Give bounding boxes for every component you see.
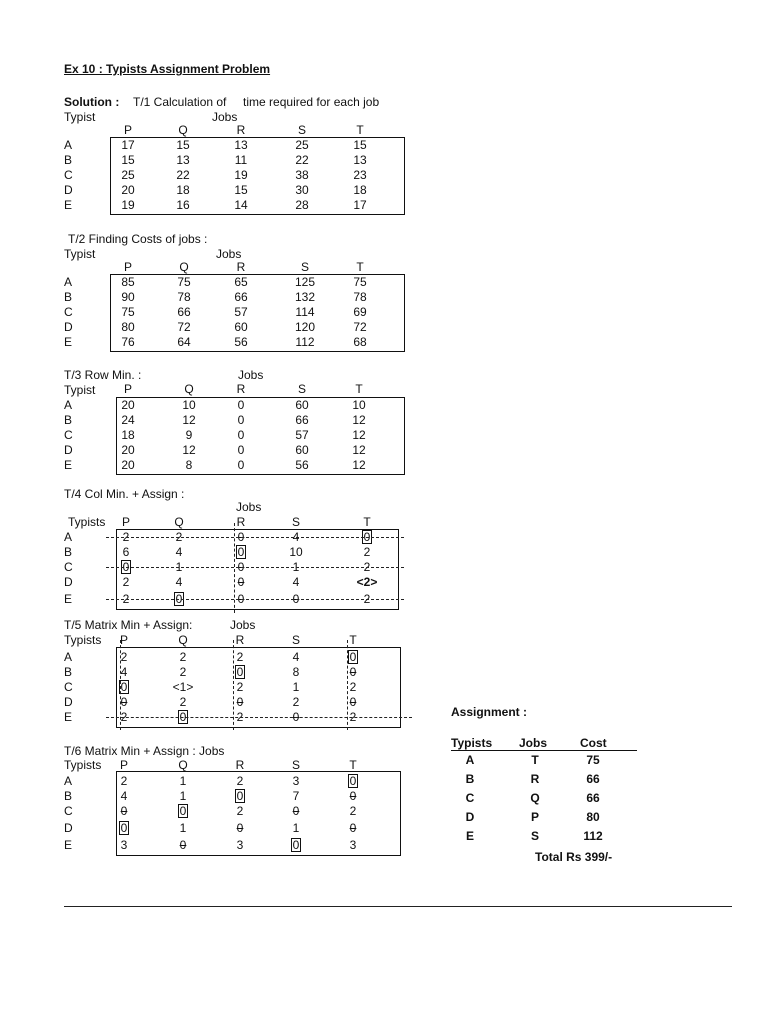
t1-row-label: E: [64, 198, 73, 212]
assignment-cell: 75: [586, 753, 600, 767]
t5-row-label: D: [64, 695, 73, 709]
t1-row-axis: Typist: [64, 110, 96, 124]
t6-cell: 1: [179, 789, 187, 803]
t5-cell: 2: [236, 650, 244, 664]
t3-cell: 24: [121, 413, 135, 427]
t5-row-axis: Typists: [64, 633, 102, 647]
t4-cell: 4: [292, 530, 300, 544]
t2-cell: 80: [121, 320, 135, 334]
t1-cell: 38: [295, 168, 309, 182]
t5-cell: 2: [349, 680, 357, 694]
t3-cell: 10: [352, 398, 366, 412]
t1-cell: 18: [176, 183, 190, 197]
t6-cell: 0: [120, 804, 128, 818]
t4-cover-line-row-c: [106, 567, 404, 568]
t2-cell: 132: [294, 290, 316, 304]
t3-cell: 60: [295, 398, 309, 412]
t4-cell: 0: [237, 530, 245, 544]
t6-cell: 3: [236, 838, 244, 852]
t4-col-axis: Jobs: [236, 500, 262, 514]
t4-col-header: T: [363, 515, 371, 529]
t3-row-label: B: [64, 413, 73, 427]
t3-row-label: E: [64, 458, 73, 472]
t3-row-axis: Typist: [64, 383, 96, 397]
t5-cell: 0: [120, 695, 128, 709]
t1-cell: 15: [234, 183, 248, 197]
t5-cell: 2: [120, 650, 128, 664]
t1-cell: 18: [353, 183, 367, 197]
t2-col-header: P: [123, 260, 132, 274]
t3-row-label: C: [64, 428, 73, 442]
t6-cell: 3: [120, 838, 128, 852]
assignment-cell: S: [530, 829, 539, 843]
t5-heading: T/5 Matrix Min + Assign:: [64, 618, 193, 632]
t5-cell: 2: [179, 695, 187, 709]
t3-cell: 20: [121, 443, 135, 457]
t2-col-header: S: [300, 260, 309, 274]
t2-row-label: B: [64, 290, 73, 304]
t3-col-header: S: [297, 382, 306, 396]
t5-cover-line-col-r: [233, 640, 234, 730]
t3-cell: 0: [237, 443, 245, 457]
t2-cell: 125: [294, 275, 316, 289]
t2-cell: 57: [234, 305, 248, 319]
t6-cell: 2: [120, 774, 128, 788]
t6-cell: 2: [236, 774, 244, 788]
t1-cell: 15: [121, 153, 135, 167]
t5-cell: 4: [120, 665, 128, 679]
t4-row-axis: Typists: [68, 515, 106, 529]
t3-col-header: P: [123, 382, 132, 396]
t4-cover-line-row-e: [106, 599, 404, 600]
t6-col-header: T: [349, 758, 357, 772]
t4-cover-line-row-a: [106, 537, 404, 538]
t6-row-axis: Typists: [64, 758, 102, 772]
t1-cell: 25: [295, 138, 309, 152]
t1-cell: 14: [234, 198, 248, 212]
assignment-cell: P: [530, 810, 539, 824]
t5-cell: 1: [292, 680, 300, 694]
t4-cell: <2>: [356, 575, 378, 589]
t6-row-label: A: [64, 774, 73, 788]
t3-cell: 12: [182, 443, 196, 457]
t2-col-axis: Jobs: [216, 247, 242, 261]
t4-cell: 0: [122, 560, 130, 574]
t5-cover-line-col-p: [120, 640, 121, 730]
t5-col-header: Q: [178, 633, 188, 647]
t2-row-axis: Typist: [64, 247, 96, 261]
t6-cell: 0: [236, 789, 244, 803]
t1-heading: T/1 Calculation of time required for each job: [133, 95, 380, 109]
t2-cell: 66: [234, 290, 248, 304]
t1-row-label: A: [64, 138, 73, 152]
t2-cell: 85: [121, 275, 135, 289]
t1-cell: 13: [176, 153, 190, 167]
t4-cell: 6: [122, 545, 130, 559]
assignment-cell: R: [530, 772, 540, 786]
t5-cell: 2: [179, 665, 187, 679]
t4-cell: 0: [237, 560, 245, 574]
t5-cell: 0: [349, 650, 357, 664]
t1-col-header: T: [356, 123, 364, 137]
t1-cell: 23: [353, 168, 367, 182]
t1-cell: 15: [176, 138, 190, 152]
t1-cell: 11: [234, 153, 248, 167]
t2-row-label: A: [64, 275, 73, 289]
t5-cell: 2: [236, 680, 244, 694]
document-title: Ex 10 : Typists Assignment Problem: [64, 62, 271, 76]
t3-cell: 12: [352, 428, 366, 442]
t2-cell: 69: [353, 305, 367, 319]
t5-row-label: E: [64, 710, 73, 724]
t2-cell: 72: [177, 320, 191, 334]
t6-cell: 0: [179, 804, 187, 818]
t2-cell: 75: [121, 305, 135, 319]
t2-cell: 114: [295, 305, 315, 319]
t1-col-header: P: [123, 123, 132, 137]
assignment-cell: B: [465, 772, 475, 786]
t6-cell: 2: [236, 804, 244, 818]
t4-cell: 2: [175, 530, 183, 544]
t1-cell: 25: [121, 168, 135, 182]
assignment-cell: 66: [586, 791, 600, 805]
t3-col-header: R: [236, 382, 246, 396]
t3-cell: 12: [352, 413, 366, 427]
t1-col-header: R: [236, 123, 246, 137]
t5-cell: 8: [292, 665, 300, 679]
t2-row-label: C: [64, 305, 73, 319]
t4-cell: 0: [292, 592, 300, 606]
t5-cell: 0: [120, 680, 128, 694]
t4-cell: 0: [237, 592, 245, 606]
t4-cell: 4: [175, 575, 183, 589]
t6-cell: 0: [349, 821, 357, 835]
t2-cell: 75: [353, 275, 367, 289]
t1-cell: 15: [353, 138, 367, 152]
t1-cell: 22: [295, 153, 309, 167]
t2-cell: 64: [177, 335, 191, 349]
t1-col-header: S: [297, 123, 306, 137]
t5-col-header: P: [119, 633, 128, 647]
t5-cell: 0: [236, 665, 244, 679]
t1-cell: 19: [121, 198, 135, 212]
t6-col-header: S: [291, 758, 300, 772]
t4-cell: 2: [363, 592, 371, 606]
t5-row-label: B: [64, 665, 73, 679]
t1-cell: 17: [121, 138, 135, 152]
t2-heading: T/2 Finding Costs of jobs :: [68, 232, 208, 246]
t6-cell: 2: [349, 804, 357, 818]
assignment-header-rule: [451, 750, 637, 751]
t4-cell: 2: [122, 592, 130, 606]
t1-cell: 30: [295, 183, 309, 197]
t4-col-header: S: [291, 515, 300, 529]
t6-cell: 1: [292, 821, 300, 835]
t4-cell: 2: [122, 575, 130, 589]
t1-row-label: D: [64, 183, 73, 197]
t2-cell: 120: [294, 320, 316, 334]
t1-row-label: C: [64, 168, 73, 182]
t2-cell: 75: [177, 275, 191, 289]
t4-heading: T/4 Col Min. + Assign :: [64, 487, 185, 501]
t5-cell: 0: [236, 695, 244, 709]
assignment-cell: D: [465, 810, 475, 824]
t2-cell: 78: [353, 290, 367, 304]
t6-cell: 0: [292, 804, 300, 818]
t4-row-label: A: [64, 530, 73, 544]
t2-row-label: D: [64, 320, 73, 334]
t5-cell: 4: [292, 650, 300, 664]
t5-cell: 2: [179, 650, 187, 664]
t2-col-header: Q: [179, 260, 189, 274]
t5-cell: 2: [292, 695, 300, 709]
t6-col-header: R: [235, 758, 245, 772]
t3-cell: 8: [185, 458, 193, 472]
t6-cell: 4: [120, 789, 128, 803]
t5-cell: 0: [349, 695, 357, 709]
t5-col-header: T: [349, 633, 357, 647]
t3-cell: 0: [237, 413, 245, 427]
t1-col-header: Q: [178, 123, 188, 137]
t3-cell: 56: [295, 458, 309, 472]
t2-cell: 112: [295, 335, 315, 349]
t3-col-header: Q: [184, 382, 194, 396]
t6-col-header: Q: [178, 758, 188, 772]
t4-cover-line-col-r: [234, 523, 235, 613]
assignment-heading: Assignment :: [451, 705, 528, 719]
assignment-cell: 66: [586, 772, 600, 786]
t2-cell: 72: [353, 320, 367, 334]
t3-col-axis: Jobs: [238, 368, 264, 382]
t3-row-label: A: [64, 398, 73, 412]
t4-cell: 2: [122, 530, 130, 544]
assignment-cell: C: [465, 791, 475, 805]
t1-cell: 13: [234, 138, 248, 152]
t3-col-header: T: [355, 382, 363, 396]
t3-cell: 0: [237, 458, 245, 472]
t3-cell: 9: [185, 428, 193, 442]
t6-cell: 0: [179, 838, 187, 852]
t4-col-header: R: [236, 515, 246, 529]
t1-cell: 28: [295, 198, 309, 212]
t4-col-header: P: [121, 515, 130, 529]
t6-heading: T/6 Matrix Min + Assign : Jobs: [64, 744, 225, 758]
t3-cell: 20: [121, 398, 135, 412]
t5-col-header: R: [235, 633, 245, 647]
t2-cell: 90: [121, 290, 135, 304]
t1-cell: 22: [176, 168, 190, 182]
t3-cell: 60: [295, 443, 309, 457]
assignment-total: Total Rs 399/-: [535, 850, 613, 864]
t2-cell: 60: [234, 320, 248, 334]
t6-cell: 1: [179, 774, 187, 788]
t5-cell: 2: [349, 710, 357, 724]
t1-row-label: B: [64, 153, 73, 167]
t1-cell: 13: [353, 153, 367, 167]
t4-row-label: D: [64, 575, 73, 589]
assignment-cell: E: [465, 829, 474, 843]
t6-cell: 0: [349, 774, 357, 788]
assignment-col-jobs: Jobs: [519, 736, 548, 750]
t4-cell: 4: [175, 545, 183, 559]
t6-row-label: C: [64, 804, 73, 818]
t2-cell: 66: [177, 305, 191, 319]
t3-row-label: D: [64, 443, 73, 457]
t1-cell: 17: [353, 198, 367, 212]
t3-cell: 10: [182, 398, 196, 412]
t4-cell: 2: [363, 560, 371, 574]
t4-cell: 0: [175, 592, 183, 606]
t3-cell: 18: [121, 428, 135, 442]
solution-label: Solution :: [64, 95, 120, 109]
assignment-cell: Q: [530, 791, 540, 805]
t5-cell: 0: [179, 710, 187, 724]
t2-col-header: T: [356, 260, 364, 274]
t6-cell: 7: [292, 789, 300, 803]
t4-cell: 1: [292, 560, 300, 574]
assignment-cell: 80: [586, 810, 600, 824]
t4-col-header: Q: [174, 515, 184, 529]
t1-col-axis: Jobs: [212, 110, 238, 124]
t6-row-label: E: [64, 838, 73, 852]
t3-cell: 57: [295, 428, 309, 442]
assignment-cell: 112: [583, 829, 603, 843]
t5-col-header: S: [291, 633, 300, 647]
t1-cell: 20: [121, 183, 135, 197]
t6-cell: 0: [349, 789, 357, 803]
t2-cell: 78: [177, 290, 191, 304]
t5-row-label: C: [64, 680, 73, 694]
t3-cell: 12: [182, 413, 196, 427]
t4-cell: 1: [175, 560, 183, 574]
t3-cell: 20: [121, 458, 135, 472]
t5-cell: 2: [120, 710, 128, 724]
t6-cell: 1: [179, 821, 187, 835]
t4-cell: 10: [289, 545, 303, 559]
t4-cell: 0: [237, 545, 245, 559]
t1-cell: 19: [234, 168, 248, 182]
t2-cell: 56: [234, 335, 248, 349]
t4-row-label: E: [64, 592, 73, 606]
assignment-cell: T: [531, 753, 539, 767]
t6-row-label: D: [64, 821, 73, 835]
t6-cell: 3: [292, 774, 300, 788]
assignment-col-typists: Typists: [451, 736, 493, 750]
t3-cell: 66: [295, 413, 309, 427]
assignment-col-cost: Cost: [580, 736, 607, 750]
t4-row-label: C: [64, 560, 73, 574]
t6-cell: 0: [292, 838, 300, 852]
bottom-rule: [64, 906, 732, 907]
t4-cell: 0: [363, 530, 371, 544]
t2-col-header: R: [236, 260, 246, 274]
t3-cell: 0: [237, 428, 245, 442]
t3-heading: T/3 Row Min. :: [64, 368, 142, 382]
t3-cell: 12: [352, 458, 366, 472]
t5-col-axis: Jobs: [230, 618, 256, 632]
t2-cell: 65: [234, 275, 248, 289]
t6-cell: 0: [120, 821, 128, 835]
t5-row-label: A: [64, 650, 73, 664]
t6-col-header: P: [119, 758, 128, 772]
t5-cell: <1>: [172, 680, 194, 694]
t5-cell: 0: [292, 710, 300, 724]
t3-cell: 0: [237, 398, 245, 412]
t6-row-label: B: [64, 789, 73, 803]
t5-cell: 2: [236, 710, 244, 724]
t1-cell: 16: [176, 198, 190, 212]
t2-cell: 68: [353, 335, 367, 349]
assignment-cell: A: [465, 753, 475, 767]
t2-cell: 76: [121, 335, 135, 349]
t4-cell: 0: [237, 575, 245, 589]
t3-cell: 12: [352, 443, 366, 457]
t4-cell: 2: [363, 545, 371, 559]
t5-cover-line-col-t: [347, 640, 348, 730]
t5-cover-line-row-e: [106, 717, 412, 718]
t6-cell: 3: [349, 838, 357, 852]
t4-cell: 4: [292, 575, 300, 589]
t6-cell: 0: [236, 821, 244, 835]
t5-cell: 0: [349, 665, 357, 679]
t4-row-label: B: [64, 545, 73, 559]
t2-row-label: E: [64, 335, 73, 349]
